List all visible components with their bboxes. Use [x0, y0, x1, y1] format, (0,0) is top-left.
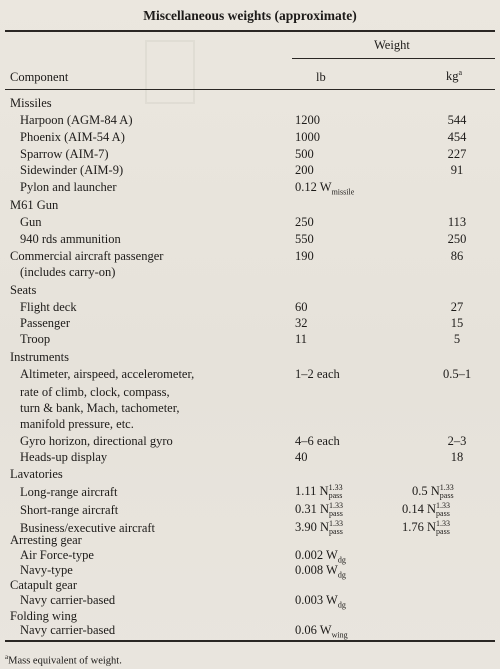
row-phoenix-kg: 454 — [447, 130, 467, 145]
row-short-range-kg — [402, 502, 450, 518]
row-folding-navy-lb-sub: wing — [331, 630, 348, 640]
lb-header: lb — [316, 70, 326, 84]
group-missiles: Missiles — [10, 96, 52, 110]
row-flight-deck-kg: 27 — [450, 300, 464, 314]
row-troop-kg: 5 — [453, 332, 461, 347]
row-business-kg — [402, 520, 450, 536]
row-altimeter-label-4: manifold pressure, etc. — [20, 416, 134, 431]
row-long-range-lb — [295, 484, 343, 500]
group-lavatories: Lavatories — [10, 467, 63, 482]
row-gun-kg: 113 — [447, 214, 467, 229]
row-ammo-label: 940 rds ammunition — [20, 231, 121, 246]
header-rule — [5, 89, 495, 90]
background-bleed-box — [145, 40, 195, 104]
subscript: pass — [328, 491, 343, 501]
row-catapult-navy-lb-value: 0.003 W — [295, 593, 338, 608]
row-business-label: Business/executive aircraft — [20, 521, 156, 536]
row-navy-type-lb — [295, 563, 346, 583]
row-seat-passenger-lb: 32 — [295, 316, 308, 331]
row-business-lb — [295, 520, 343, 536]
row-long-range-label: Long-range aircraft — [20, 485, 118, 500]
component-header: Component — [10, 70, 69, 84]
row-short-range-kg-value: 0.14 N — [402, 502, 437, 517]
row-folding-navy-lb-value: 0.06 W — [295, 622, 332, 637]
row-navy-type-lb-sub: dg — [337, 570, 346, 580]
kg-header-label: kg — [446, 69, 459, 84]
row-gyro-lb: 4–6 each — [295, 433, 340, 448]
kg-header — [446, 68, 462, 84]
row-long-range-lb-value: 1.11 N — [295, 484, 329, 499]
row-seat-passenger-label: Passenger — [20, 316, 70, 331]
row-long-range-lb-exp — [329, 484, 343, 500]
row-ammo-lb: 550 — [295, 231, 314, 246]
footnote — [5, 653, 122, 667]
row-sparrow-lb: 500 — [295, 147, 314, 162]
row-hud-label: Heads-up display — [20, 450, 108, 464]
row-sidewinder-lb: 200 — [295, 163, 314, 178]
exponent: 1.33 — [328, 483, 343, 493]
row-short-range-lb — [295, 502, 343, 518]
subscript: pass — [436, 527, 450, 537]
row-short-range-lb-value: 0.31 N — [295, 502, 330, 517]
row-pylon-lb-value: 0.12 W — [295, 179, 332, 194]
row-business-kg-value: 1.76 N — [402, 520, 437, 535]
subscript: pass — [439, 491, 454, 501]
row-business-lb-value: 3.90 N — [295, 520, 330, 535]
row-air-force-label: Air Force-type — [20, 547, 94, 562]
group-instruments: Instruments — [10, 350, 70, 365]
row-gun-label: Gun — [20, 214, 42, 229]
row-navy-type-label: Navy-type — [20, 562, 73, 577]
row-business-kg-exp — [436, 520, 450, 536]
row-flight-deck-lb: 60 — [295, 300, 308, 314]
footnote-text: Mass equivalent of weight. — [8, 655, 122, 667]
row-troop-lb: 11 — [295, 332, 308, 347]
subscript: pass — [436, 509, 450, 519]
subscript: pass — [329, 509, 343, 519]
row-sidewinder-kg: 91 — [450, 163, 464, 178]
row-passenger-label-cont: (includes carry-on) — [20, 264, 116, 279]
row-troop-label: Troop — [20, 332, 51, 347]
row-altimeter-lb: 1–2 each — [295, 367, 340, 382]
group-catapult-gear: Catapult gear — [10, 578, 77, 593]
exponent: 1.33 — [329, 519, 344, 529]
group-arresting-gear: Arresting gear — [10, 532, 82, 547]
row-flight-deck-label: Flight deck — [20, 300, 77, 314]
kg-footnote-mark: a — [458, 68, 463, 77]
row-short-range-lb-exp — [329, 502, 343, 518]
row-catapult-navy-label: Navy carrier-based — [20, 593, 116, 608]
row-sidewinder-label: Sidewinder (AIM-9) — [20, 163, 124, 178]
row-catapult-navy-lb — [295, 593, 346, 613]
row-passenger-lb: 190 — [295, 248, 314, 263]
row-phoenix-label: Phoenix (AIM-54 A) — [20, 130, 125, 145]
weight-underline — [292, 58, 495, 59]
row-catapult-navy-lb-sub: dg — [337, 600, 346, 610]
row-navy-type-lb-value: 0.008 W — [295, 562, 338, 577]
weight-header: Weight — [374, 38, 410, 52]
row-gun-lb: 250 — [295, 214, 314, 229]
row-sparrow-label: Sparrow (AIM-7) — [20, 147, 109, 162]
row-altimeter-label-3: turn & bank, Mach, tachometer, — [20, 400, 180, 415]
group-folding-wing: Folding wing — [10, 608, 78, 623]
row-business-lb-exp — [329, 520, 343, 536]
row-air-force-lb-value: 0.002 W — [295, 547, 338, 562]
exponent: 1.33 — [329, 501, 344, 511]
table-title: Miscellaneous weights (approximate) — [143, 8, 357, 23]
row-altimeter-label: Altimeter, airspeed, accelerometer, — [20, 367, 195, 382]
row-harpoon-label: Harpoon (AGM-84 A) — [20, 113, 133, 128]
row-gyro-label: Gyro horizon, directional gyro — [20, 433, 173, 448]
row-altimeter-kg: 0.5–1 — [442, 367, 472, 382]
row-gyro-kg: 2–3 — [447, 433, 467, 448]
row-pylon-label: Pylon and launcher — [20, 179, 117, 194]
exponent: 1.33 — [436, 501, 451, 511]
row-short-range-label: Short-range aircraft — [20, 503, 119, 518]
row-short-range-kg-exp — [436, 502, 450, 518]
row-phoenix-lb: 1000 — [295, 130, 320, 145]
exponent: 1.33 — [439, 483, 454, 493]
row-harpoon-lb: 1200 — [295, 113, 320, 128]
row-long-range-kg — [412, 484, 454, 500]
row-sparrow-kg: 227 — [447, 147, 467, 162]
top-rule — [5, 30, 495, 32]
row-altimeter-label-2: rate of climb, clock, compass, — [20, 384, 170, 399]
row-long-range-kg-exp — [440, 484, 454, 500]
row-ammo-kg: 250 — [447, 231, 467, 246]
bottom-rule — [5, 640, 495, 642]
group-m61-gun: M61 Gun — [10, 197, 59, 212]
row-long-range-kg-value: 0.5 N — [412, 484, 440, 499]
row-air-force-lb-sub: dg — [337, 555, 346, 565]
footnote-mark: a — [5, 653, 9, 661]
row-passenger-label: Commercial aircraft passenger — [10, 248, 164, 263]
row-passenger-kg: 86 — [450, 248, 464, 263]
group-seats: Seats — [10, 283, 37, 297]
row-pylon-lb — [295, 180, 354, 200]
row-folding-navy-label: Navy carrier-based — [20, 622, 116, 637]
row-pylon-lb-sub: missile — [331, 187, 355, 196]
subscript: pass — [329, 527, 343, 537]
row-seat-passenger-kg: 15 — [450, 316, 464, 331]
row-hud-kg: 18 — [450, 450, 464, 464]
row-hud-lb: 40 — [295, 450, 308, 464]
exponent: 1.33 — [436, 519, 451, 529]
row-harpoon-kg: 544 — [447, 113, 467, 128]
